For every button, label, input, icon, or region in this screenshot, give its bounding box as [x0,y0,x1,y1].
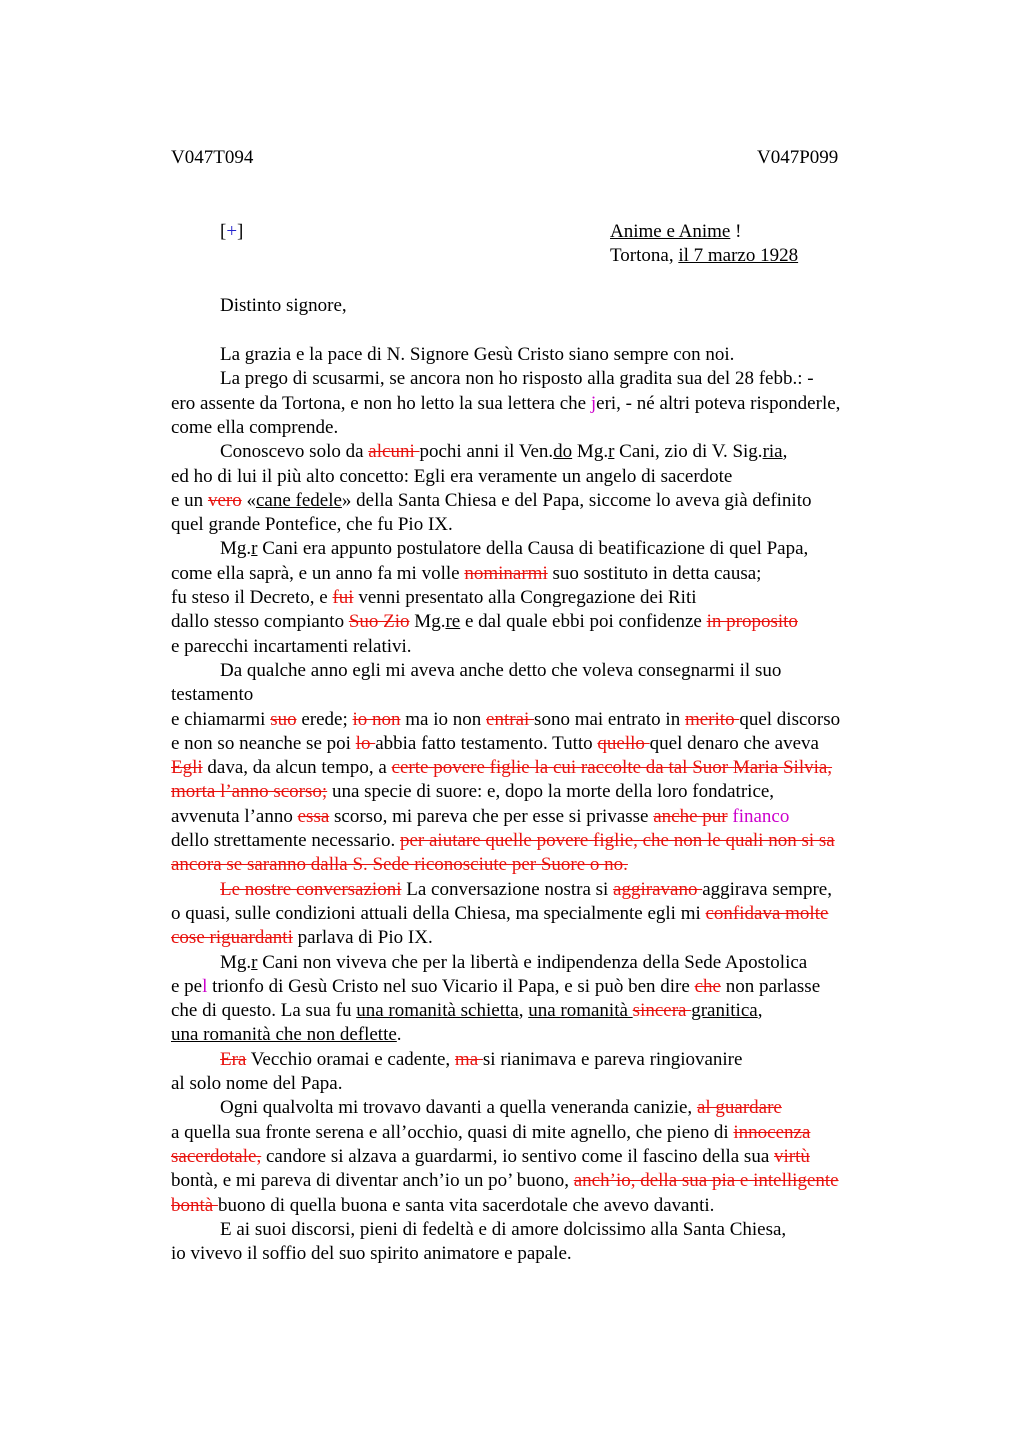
text-segment: bontà, e mi pareva di diventar anch’io un po’ buono, [171,1170,574,1192]
body-line [171,635,412,660]
text-segment: e parecchi incartamenti relativi. [171,635,412,657]
deleted-text: certe povere figlie la cui raccolte da tal Suor Maria Silvia, [391,757,833,779]
text-segment: abbia fatto testamento. Tutto [375,732,598,754]
underlined-text: una romanità schietta [356,1000,519,1022]
dateline [610,245,798,267]
text-segment: E ai suoi discorsi, pieni di fedeltà e di amore dolcissimo alla Santa Chiesa, [220,1218,787,1240]
text-segment: Mg. [220,951,252,973]
text-segment: « [241,489,256,511]
letter-title-bang: ! [730,221,742,242]
text-segment: Mg. [572,441,609,463]
text-segment: e non so neanche se poi [171,732,356,754]
cross-close: ] [237,221,244,242]
body-line [171,1145,810,1170]
text-segment: Mg. [409,611,446,633]
underlined-text: una romanità [528,1000,633,1022]
body-line [171,562,761,587]
deleted-text: nominarmi [464,562,548,584]
deleted-text: essa [297,805,330,827]
underlined-text: ria [762,441,783,463]
text-segment: e dal quale ebbi poi confidenze [460,611,707,633]
body-line [171,732,819,757]
deleted-text: al guardare [696,1097,782,1119]
underlined-text: re [445,611,461,633]
text-segment: come ella saprà, e un anno fa mi volle [171,562,465,584]
text-segment: Cani non viveva che per la libertà e indipendenza della Sede Apostolica [257,951,808,973]
cross-plus: + [226,221,238,242]
underlined-text: una romanità che non deflette [171,1024,397,1046]
deleted-text: suo [270,708,297,730]
deleted-text: per aiutare quelle povere figlie, che non le quali non si sa [399,830,835,851]
body-line [171,829,835,854]
text-segment: avvenuta l’anno [171,805,298,827]
text-segment: pochi anni il Ven. [419,441,554,463]
text-segment: quel denaro che aveva [649,732,819,754]
body-line [171,1121,810,1146]
body-line [171,975,820,1000]
deleted-text: Era [220,1048,247,1070]
body-line [171,465,732,490]
dateline-place: Tortona, [610,245,679,266]
cross-mark [220,221,243,243]
archive-code-right: V047P099 [757,147,839,168]
deleted-text: bontà [171,1194,218,1216]
underlined-text: r [251,538,258,560]
text-segment: venni presentato alla Congregazione dei Riti [353,587,697,608]
body-line [220,659,781,684]
deleted-text: Suo Zio [348,611,410,633]
body-line [171,1194,714,1219]
underlined-text: cane fedele [255,489,342,511]
body-line [220,367,814,392]
deleted-text: cose riguardanti [171,927,293,949]
body-line [220,1096,782,1121]
deleted-text: io non [352,708,401,730]
deleted-text: virtù [774,1145,810,1167]
body-line [171,780,774,805]
text-segment: si rianimava e pareva ringiovanire [482,1048,743,1070]
body-line [171,756,832,781]
archive-code-left: V047T094 [171,147,254,168]
text-segment: aggirava sempre, [702,878,832,900]
text-segment: suo sostituto in detta causa; [547,562,762,584]
text-segment: La grazia e la pace di N. Signore Gesù Cristo siano sempre con noi. [220,344,735,365]
deleted-text: anche pur [653,805,728,827]
body-line [171,610,798,635]
deleted-text: ma [454,1048,483,1070]
deleted-text: Le nostre conversazioni [220,878,402,900]
body-line [171,805,789,830]
body-line [171,683,253,708]
letter-title-text: Anime e Anime [610,221,731,242]
deleted-text: merito [684,708,740,730]
text-segment: Cani era appunto postulatore della Causa di beatificazione di quel Papa, [257,538,809,560]
text-segment: La conversazione nostra si [401,878,614,900]
inserted-text: j [590,392,597,414]
body-line [171,999,762,1024]
underlined-text: do [553,441,573,463]
deleted-text: ancora se saranno dalla S. Sede riconosciute per Suore o no. [171,854,628,876]
deleted-text: fui [332,587,354,608]
deleted-text: anch’io, della sua pia e intelligente [573,1170,839,1192]
body-line [171,392,840,417]
text-segment: La prego di scusarmi, se ancora non ho risposto alla gradita sua del 28 febb.: - [220,368,814,390]
text-segment: come ella comprende. [171,416,339,438]
body-line [171,902,828,927]
text-segment: , [782,441,788,463]
body-line [220,440,787,465]
text-segment: quel discorso [739,708,841,730]
text-segment: quel grande Pontefice, che fu Pio IX. [171,514,453,536]
body-line [171,853,628,878]
text-segment: Ogni qualvolta mi trovavo davanti a quella veneranda canizie, [220,1097,697,1119]
text-segment: o quasi, sulle condizioni attuali della Chiesa, ma specialmente egli mi [171,902,706,924]
body-line [171,416,338,441]
text-segment: parlava di Pio IX. [292,927,433,949]
body-line [171,586,697,611]
text-segment: a quella sua fronte serena e all’occhio, quasi di mite agnello, che pieno di [171,1121,734,1143]
body-line [171,489,812,514]
deleted-text: entrai [486,708,535,730]
deleted-text: in proposito [706,611,798,633]
deleted-text: che [694,975,721,997]
underlined-text: r [251,951,258,973]
text-segment: sono mai entrato in [534,708,685,730]
body-line [220,1048,742,1073]
text-segment: eri, - né altri poteva risponderle, [596,392,841,414]
text-segment: che di questo. La sua fu [171,1000,357,1022]
body-line [171,1023,402,1048]
text-segment: . [396,1024,402,1046]
text-segment: » della Santa Chiesa e del Papa, siccome lo aveva già definito [341,489,812,511]
text-segment: dallo stesso compianto [171,611,349,633]
body-line [220,343,734,368]
text-segment: e pe [171,975,203,997]
text-segment: candore si alzava a guardarmi, io sentivo come il fascino della sua [261,1145,775,1167]
body-line [171,708,840,733]
inserted-text: l [202,975,208,997]
text-segment: Conoscevo solo da [220,441,369,463]
text-segment: ed ho di lui il più alto concetto: Egli era veramente un angelo di sacerdote [171,465,733,487]
text-segment: dava, da alcun tempo, a [202,757,392,779]
deleted-text: lo [355,732,376,754]
body-line [171,1242,572,1267]
text-segment: ma io non [400,708,487,730]
deleted-text: sincera [632,1000,692,1022]
text-segment: buono di quella buona e santa vita sacerdotale che avevo davanti. [217,1194,715,1216]
text-segment: dello strettamente necessario. [171,830,400,851]
text-segment: Cani, zio di V. Sig. [614,441,763,463]
text-segment: fu steso il Decreto, e [171,587,333,608]
text-segment: trionfo di Gesù Cristo nel suo Vicario il Papa, e si può ben dire [207,975,695,997]
text-segment: , [518,1000,529,1022]
body-line [220,1218,786,1243]
text-segment: erede; [296,708,353,730]
underlined-text: granitica [691,1000,758,1022]
deleted-text: aggiravano [613,878,703,900]
text-segment: scorso, mi pareva che per esse si privasse [329,805,654,827]
dateline-date: il 7 marzo 1928 [678,245,799,266]
body-line [220,537,808,562]
deleted-text: confidava molte [705,902,829,924]
text-segment: Da qualche anno egli mi aveva anche detto che voleva consegnarmi il suo [220,659,782,681]
text-segment: , [757,1000,763,1022]
deleted-text: sacerdotale, [171,1145,262,1167]
body-line [171,1169,839,1194]
body-line [171,1072,343,1097]
deleted-text: alcuni [368,441,420,463]
text-segment: ero assente da Tortona, e non ho letto la sua lettera che [171,392,591,414]
text-segment: al solo nome del Papa. [171,1073,343,1094]
deleted-text: Egli [171,757,203,779]
inserted-text: financo [732,805,790,827]
body-line [171,926,433,951]
body-line [171,513,453,538]
deleted-text: innocenza [733,1121,811,1143]
underlined-text: r [608,441,615,463]
text-segment: e un [171,489,208,511]
deleted-text: vero [207,489,242,511]
letter-title [610,221,741,243]
deleted-text: quello [597,732,650,754]
greeting: Distinto signore, [220,295,347,316]
text-segment: e chiamarmi [171,708,271,730]
body-line [220,951,807,976]
text-segment: testamento [171,684,254,706]
text-segment: Mg. [220,538,252,560]
text-segment: una specie di suore: e, dopo la morte della loro fondatrice, [327,781,775,803]
text-segment: io vivevo il soffio del suo spirito animatore e papale. [171,1243,572,1265]
deleted-text: morta l’anno scorso; [171,781,328,803]
text-segment: non parlasse [720,975,821,997]
cross-open: [ [220,221,227,242]
text-segment: Vecchio oramai e cadente, [246,1048,455,1070]
body-line [220,878,832,903]
